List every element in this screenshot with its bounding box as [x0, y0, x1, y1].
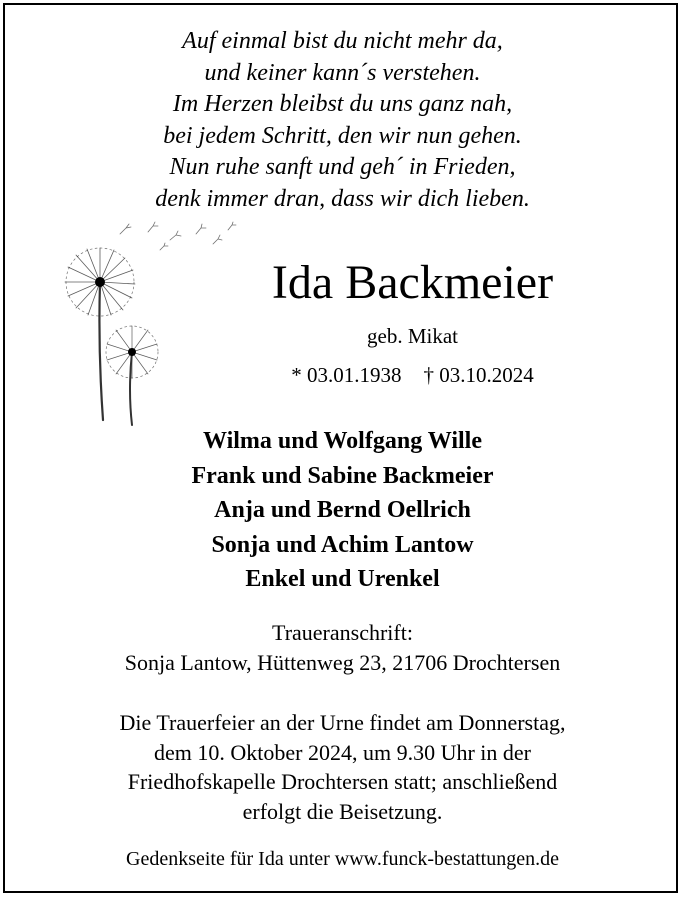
poem-line: denk immer dran, dass wir dich lieben. [155, 185, 530, 212]
family-member: Sonja und Achim Lantow [211, 531, 474, 558]
deceased-name: Ida Backmeier [271, 256, 554, 309]
poem-line: Auf einmal bist du nicht mehr da, [182, 28, 503, 54]
memorial-page-link: Gedenkseite für Ida unter www.funck-bestattungen.de [126, 848, 559, 870]
mourning-address [0, 618, 685, 678]
poem-line: und keiner kann´s verstehen. [204, 59, 481, 86]
family-member: Wilma und Wolfgang Wille [203, 428, 482, 454]
poem-line: Nun ruhe sanft und geh´ in Frieden, [169, 154, 516, 180]
poem [0, 26, 685, 215]
ceremony-line: Die Trauerfeier an der Urne findet am Donnerstag, [119, 710, 566, 735]
poem-line: Im Herzen bleibst du uns ganz nah, [172, 91, 513, 117]
family-list [0, 424, 685, 597]
life-dates [140, 361, 685, 389]
ceremony-line: dem 10. Oktober 2024, um 9.30 Uhr in der [154, 739, 531, 765]
ceremony-line: Friedhofskapelle Drochtersen statt; anschließend [127, 769, 558, 794]
ceremony-info [0, 708, 685, 826]
family-member: Enkel und Urenkel [245, 566, 440, 592]
death-date: † 03.10.2024 [423, 363, 534, 387]
ceremony-line: erfolgt die Beisetzung. [242, 798, 443, 824]
address-value: Sonja Lantow, Hüttenweg 23, 21706 Drochtersen [124, 650, 561, 675]
birth-date: * 03.01.1938 [291, 363, 402, 387]
family-member: Anja und Bernd Oellrich [214, 497, 471, 523]
family-member: Frank und Sabine Backmeier [191, 462, 494, 489]
address-label: Traueranschrift: [272, 620, 413, 645]
poem-line: bei jedem Schritt, den wir nun gehen. [163, 122, 522, 149]
birth-name: geb. Mikat [367, 324, 458, 348]
